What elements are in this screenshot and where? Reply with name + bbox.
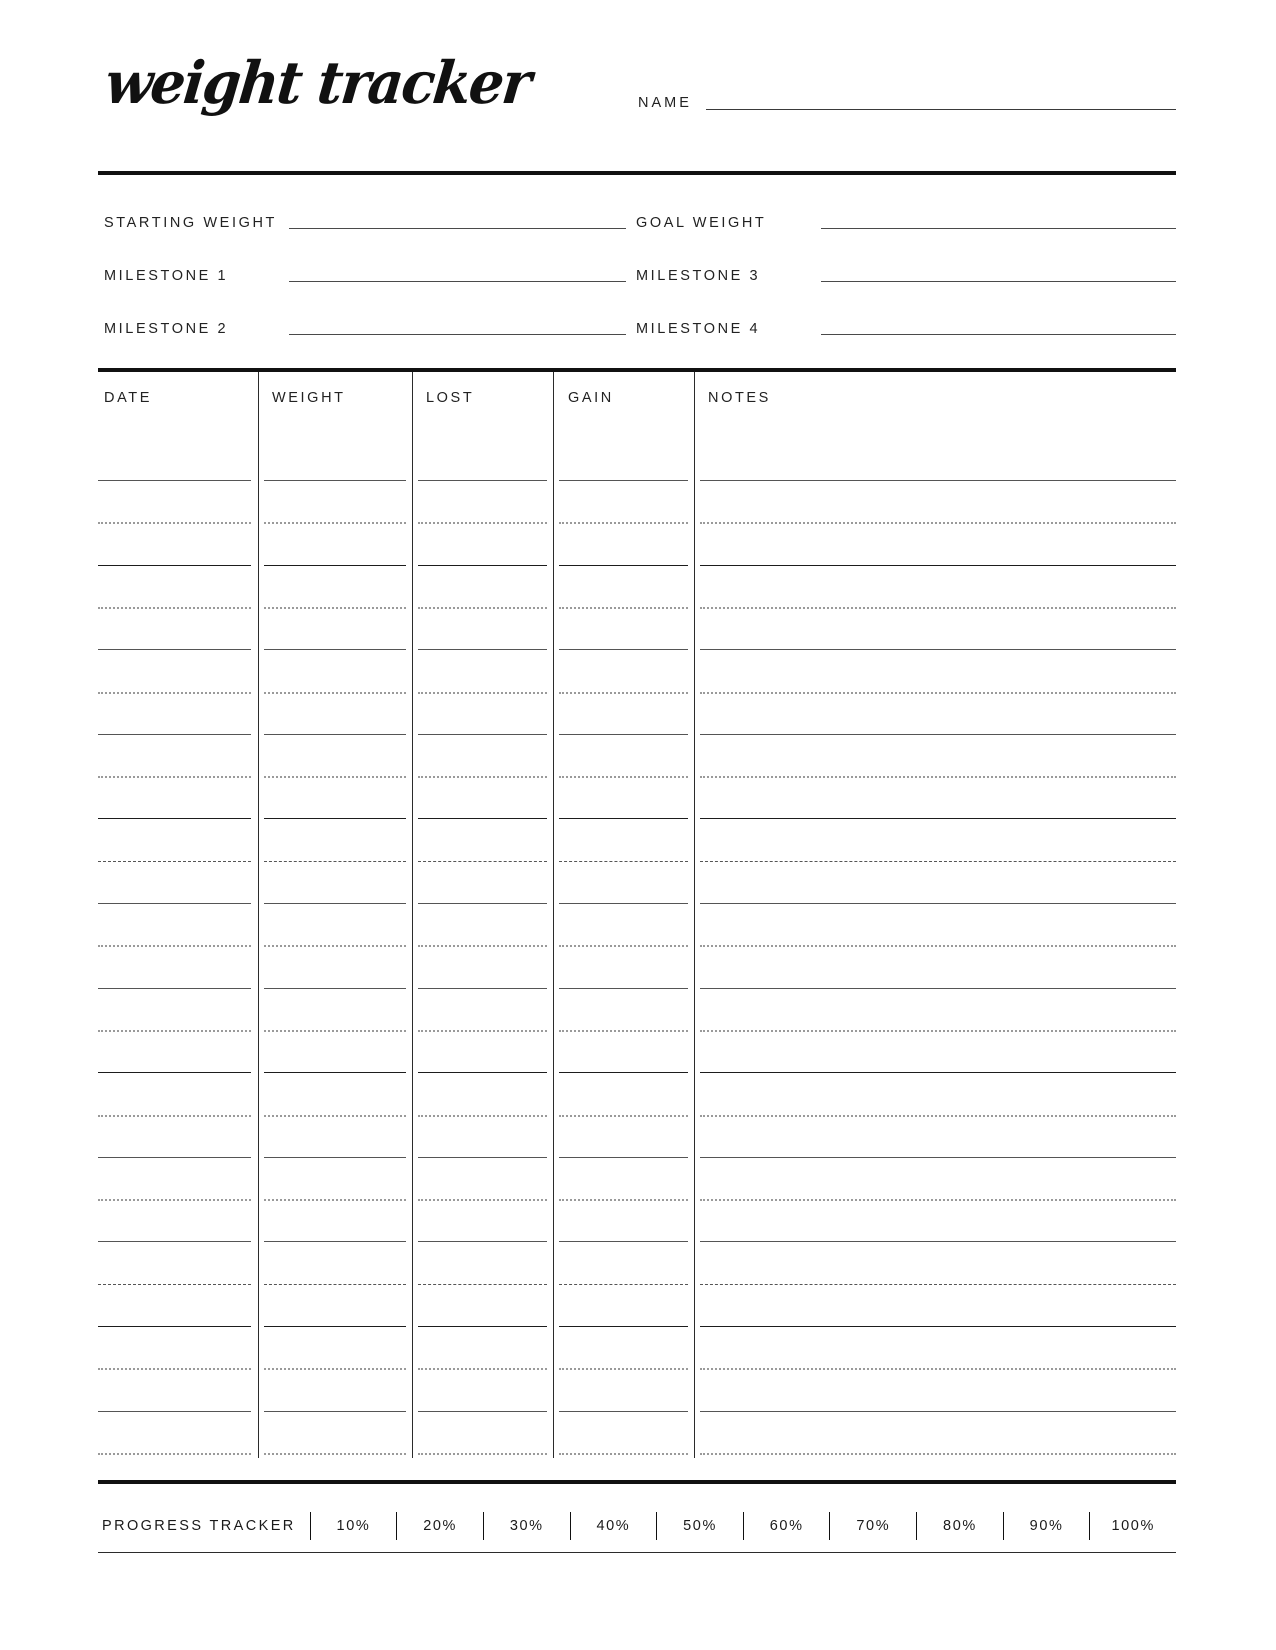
write-line-date[interactable]: [98, 734, 251, 735]
write-line-gain[interactable]: [559, 692, 688, 694]
progress-step-50pct[interactable]: 50%: [683, 1518, 717, 1534]
write-line-weight[interactable]: [264, 988, 406, 989]
stats-section: [98, 200, 1176, 355]
write-line-weight[interactable]: [264, 903, 406, 904]
field-input-line[interactable]: [289, 281, 626, 282]
write-line-weight[interactable]: [264, 1411, 406, 1412]
column-header-weight: WEIGHT: [272, 390, 346, 406]
write-line-lost[interactable]: [418, 1115, 547, 1117]
write-line-gain[interactable]: [559, 1241, 688, 1242]
write-line-weight[interactable]: [264, 1072, 406, 1073]
write-line-gain[interactable]: [559, 1284, 688, 1285]
progress-step-80pct[interactable]: 80%: [943, 1518, 977, 1534]
column-header-gain: GAIN: [568, 390, 614, 406]
write-line-weight[interactable]: [264, 1030, 406, 1032]
column-header-date: DATE: [104, 390, 152, 406]
write-line-date[interactable]: [98, 1072, 251, 1073]
write-line-notes[interactable]: [700, 692, 1176, 694]
progress-tracker-label: PROGRESS TRACKER: [102, 1518, 296, 1534]
write-line-lost[interactable]: [418, 818, 547, 819]
write-line-date[interactable]: [98, 1326, 251, 1327]
progress-step-20pct[interactable]: 20%: [423, 1518, 458, 1534]
write-line-weight[interactable]: [264, 480, 406, 481]
column-header-lost: LOST: [426, 390, 475, 406]
field-milestone-3[interactable]: [636, 265, 1176, 285]
name-input-line[interactable]: [706, 109, 1176, 110]
field-input-line[interactable]: [289, 334, 626, 335]
write-line-notes[interactable]: [700, 861, 1176, 862]
write-line-lost[interactable]: [418, 692, 547, 694]
write-line-lost[interactable]: [418, 522, 547, 524]
write-line-notes[interactable]: [700, 607, 1176, 609]
write-line-lost[interactable]: [418, 1199, 547, 1201]
field-label: MILESTONE 2: [104, 320, 229, 337]
field-label: GOAL WEIGHT: [636, 214, 767, 231]
write-line-weight[interactable]: [264, 818, 406, 819]
progress-step-40pct[interactable]: 40%: [596, 1518, 631, 1534]
write-line-notes[interactable]: [700, 1199, 1176, 1201]
write-line-date[interactable]: [98, 480, 251, 481]
write-line-gain[interactable]: [559, 1157, 688, 1158]
write-line-weight[interactable]: [264, 1368, 406, 1370]
field-starting-weight[interactable]: [104, 212, 626, 232]
write-line-notes[interactable]: [700, 522, 1176, 524]
column-header-notes: NOTES: [708, 390, 771, 406]
write-line-notes[interactable]: [700, 1368, 1176, 1370]
write-line-weight[interactable]: [264, 1115, 406, 1117]
write-line-date[interactable]: [98, 1115, 251, 1117]
write-line-weight[interactable]: [264, 1453, 406, 1455]
write-line-weight[interactable]: [264, 522, 406, 524]
progress-step-100pct[interactable]: 100%: [1111, 1518, 1155, 1534]
write-line-gain[interactable]: [559, 1453, 688, 1455]
write-line-notes[interactable]: [700, 649, 1176, 650]
write-line-weight[interactable]: [264, 734, 406, 735]
log-table: [98, 372, 1176, 1458]
write-line-weight[interactable]: [264, 945, 406, 947]
write-line-weight[interactable]: [264, 1241, 406, 1242]
write-line-date[interactable]: [98, 565, 251, 566]
write-line-weight[interactable]: [264, 1326, 406, 1327]
write-line-gain[interactable]: [559, 1072, 688, 1073]
write-line-lost[interactable]: [418, 1284, 547, 1285]
write-line-date[interactable]: [98, 1199, 251, 1201]
write-line-notes[interactable]: [700, 988, 1176, 989]
write-line-lost[interactable]: [418, 734, 547, 735]
write-line-notes[interactable]: [700, 480, 1176, 481]
write-line-date[interactable]: [98, 945, 251, 947]
write-line-gain[interactable]: [559, 1115, 688, 1117]
write-line-date[interactable]: [98, 692, 251, 694]
write-line-gain[interactable]: [559, 522, 688, 524]
write-line-lost[interactable]: [418, 988, 547, 989]
progress-tracker: [98, 1500, 1176, 1556]
write-line-lost[interactable]: [418, 945, 547, 947]
write-line-date[interactable]: [98, 1453, 251, 1455]
write-line-gain[interactable]: [559, 1030, 688, 1032]
write-line-gain[interactable]: [559, 1411, 688, 1412]
write-line-notes[interactable]: [700, 1411, 1176, 1412]
write-line-date[interactable]: [98, 818, 251, 819]
progress-tracker-baseline: [98, 1552, 1176, 1553]
name-field-group[interactable]: [638, 96, 1176, 113]
table-bottom-rule: [98, 1480, 1176, 1484]
field-goal-weight[interactable]: [636, 212, 1176, 232]
write-line-notes[interactable]: [700, 565, 1176, 566]
write-line-lost[interactable]: [418, 480, 547, 481]
write-line-lost[interactable]: [418, 1326, 547, 1327]
field-label: MILESTONE 3: [636, 267, 761, 284]
write-line-notes[interactable]: [700, 1326, 1176, 1327]
field-label: MILESTONE 4: [636, 320, 761, 337]
write-line-gain[interactable]: [559, 734, 688, 735]
progress-tracker-row: [98, 1500, 1176, 1552]
header-divider-rule: [98, 171, 1176, 175]
write-line-gain[interactable]: [559, 1368, 688, 1370]
write-line-weight[interactable]: [264, 565, 406, 566]
write-line-gain[interactable]: [559, 607, 688, 609]
write-line-date[interactable]: [98, 776, 251, 778]
write-line-gain[interactable]: [559, 1326, 688, 1327]
write-line-weight[interactable]: [264, 1284, 406, 1285]
field-milestone-1[interactable]: [104, 265, 626, 285]
write-line-notes[interactable]: [700, 1241, 1176, 1242]
field-label: MILESTONE 1: [104, 267, 229, 284]
write-line-date[interactable]: [98, 522, 251, 524]
write-line-notes[interactable]: [700, 818, 1176, 819]
write-line-lost[interactable]: [418, 565, 547, 566]
field-milestone-2[interactable]: [104, 318, 626, 338]
write-line-notes[interactable]: [700, 1157, 1176, 1158]
write-line-date[interactable]: [98, 1284, 251, 1285]
write-line-weight[interactable]: [264, 607, 406, 609]
write-line-gain[interactable]: [559, 565, 688, 566]
table-write-lines[interactable]: [98, 372, 1176, 1458]
field-milestone-4[interactable]: [636, 318, 1176, 338]
page-header: [98, 48, 1176, 152]
write-line-notes[interactable]: [700, 776, 1176, 778]
write-line-gain[interactable]: [559, 945, 688, 947]
write-line-weight[interactable]: [264, 692, 406, 694]
write-line-lost[interactable]: [418, 1157, 547, 1158]
write-line-date[interactable]: [98, 903, 251, 904]
write-line-lost[interactable]: [418, 861, 547, 862]
write-line-weight[interactable]: [264, 1199, 406, 1201]
write-line-lost[interactable]: [418, 649, 547, 650]
write-line-notes[interactable]: [700, 903, 1176, 904]
write-line-lost[interactable]: [418, 1072, 547, 1073]
field-input-line[interactable]: [821, 281, 1176, 282]
progress-step-30pct[interactable]: 30%: [509, 1518, 544, 1534]
write-line-date[interactable]: [98, 649, 251, 650]
write-line-date[interactable]: [98, 988, 251, 989]
write-line-lost[interactable]: [418, 1030, 547, 1032]
progress-step-60pct[interactable]: 60%: [769, 1518, 804, 1534]
field-input-line[interactable]: [821, 228, 1176, 229]
write-line-notes[interactable]: [700, 1030, 1176, 1032]
write-line-date[interactable]: [98, 1368, 251, 1370]
write-line-date[interactable]: [98, 1411, 251, 1412]
write-line-lost[interactable]: [418, 607, 547, 609]
write-line-date[interactable]: [98, 607, 251, 609]
write-line-weight[interactable]: [264, 861, 406, 862]
write-line-weight[interactable]: [264, 1157, 406, 1158]
write-line-lost[interactable]: [418, 776, 547, 778]
progress-step-70pct[interactable]: 70%: [856, 1518, 891, 1534]
write-line-notes[interactable]: [700, 1284, 1176, 1285]
progress-step-90pct[interactable]: 90%: [1029, 1518, 1064, 1534]
write-line-date[interactable]: [98, 1241, 251, 1242]
write-line-gain[interactable]: [559, 480, 688, 481]
write-line-gain[interactable]: [559, 1199, 688, 1201]
name-label: NAME: [638, 95, 692, 111]
write-line-gain[interactable]: [559, 988, 688, 989]
write-line-notes[interactable]: [700, 734, 1176, 735]
write-line-notes[interactable]: [700, 1115, 1176, 1117]
page-title: weight tracker: [102, 48, 534, 117]
write-line-date[interactable]: [98, 1157, 251, 1158]
write-line-gain[interactable]: [559, 776, 688, 778]
field-label: STARTING WEIGHT: [104, 214, 277, 231]
write-line-gain[interactable]: [559, 818, 688, 819]
write-line-gain[interactable]: [559, 903, 688, 904]
write-line-lost[interactable]: [418, 903, 547, 904]
write-line-gain[interactable]: [559, 649, 688, 650]
field-input-line[interactable]: [821, 334, 1176, 335]
field-input-line[interactable]: [289, 228, 626, 229]
write-line-weight[interactable]: [264, 776, 406, 778]
write-line-notes[interactable]: [700, 1453, 1176, 1455]
write-line-lost[interactable]: [418, 1411, 547, 1412]
write-line-gain[interactable]: [559, 861, 688, 862]
write-line-date[interactable]: [98, 1030, 251, 1032]
write-line-lost[interactable]: [418, 1368, 547, 1370]
write-line-notes[interactable]: [700, 1072, 1176, 1073]
progress-step-10pct[interactable]: 10%: [336, 1518, 371, 1534]
write-line-lost[interactable]: [418, 1241, 547, 1242]
write-line-lost[interactable]: [418, 1453, 547, 1455]
write-line-notes[interactable]: [700, 945, 1176, 947]
write-line-date[interactable]: [98, 861, 251, 862]
write-line-weight[interactable]: [264, 649, 406, 650]
